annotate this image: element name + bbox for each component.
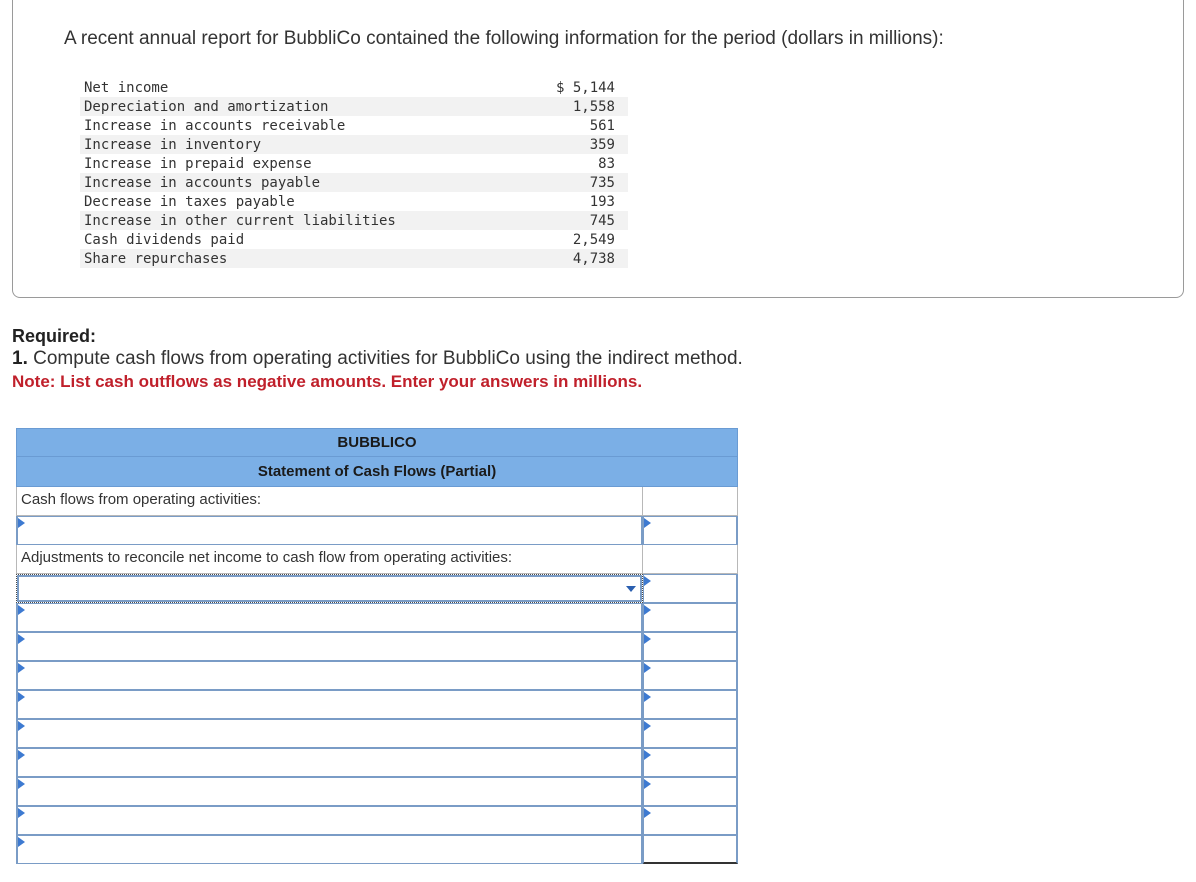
item-value: 193 <box>589 193 615 210</box>
chevron-down-icon[interactable] <box>626 586 636 592</box>
item-label: Decrease in taxes payable <box>84 193 295 210</box>
instruction-text: Compute cash flows from operating activities for BubbliCo using the indirect method. <box>27 348 743 369</box>
item-value: 4,738 <box>572 250 615 267</box>
input-marker-icon <box>644 518 651 528</box>
input-marker-icon <box>18 750 25 760</box>
report-data-table <box>80 78 628 268</box>
amount-input[interactable] <box>643 574 738 603</box>
table-row <box>16 661 738 690</box>
amount-input[interactable] <box>643 719 738 748</box>
adjustments-label: Adjustments to reconcile net income to cash flow from operating activities: <box>16 545 643 574</box>
input-marker-icon <box>644 779 651 789</box>
input-marker-icon <box>644 808 651 818</box>
input-marker-icon <box>18 518 25 528</box>
table-row <box>80 249 628 268</box>
table-row <box>16 545 738 574</box>
input-marker-icon <box>18 663 25 673</box>
input-marker-icon <box>644 576 651 586</box>
table-row <box>16 748 738 777</box>
table-row <box>80 192 628 211</box>
table-row <box>16 632 738 661</box>
line-item-input[interactable] <box>16 719 643 748</box>
table-row <box>80 97 628 116</box>
table-row <box>16 516 738 545</box>
item-label: Cash dividends paid <box>84 231 245 248</box>
input-marker-icon <box>644 634 651 644</box>
line-item-input[interactable] <box>16 777 643 806</box>
required-heading: Required: <box>12 326 97 346</box>
table-row <box>80 78 628 97</box>
table-row <box>16 719 738 748</box>
item-value: 561 <box>589 117 615 134</box>
line-item-dropdown[interactable] <box>16 574 643 603</box>
input-marker-icon <box>18 692 25 702</box>
input-marker-icon <box>18 779 25 789</box>
table-row <box>16 487 738 516</box>
line-item-input[interactable] <box>16 835 643 864</box>
instruction-number: 1. <box>12 348 28 369</box>
amount-input[interactable] <box>643 632 738 661</box>
cash-flow-statement <box>16 428 738 864</box>
amount-input[interactable] <box>643 748 738 777</box>
input-marker-icon <box>18 808 25 818</box>
item-value: 1,558 <box>572 98 615 115</box>
input-marker-icon <box>644 721 651 731</box>
table-row <box>80 211 628 230</box>
input-marker-icon <box>18 634 25 644</box>
amount-input[interactable] <box>643 516 738 545</box>
table-row <box>80 116 628 135</box>
table-row <box>16 835 738 864</box>
item-label: Increase in accounts payable <box>84 174 321 191</box>
item-label: Increase in prepaid expense <box>84 155 312 172</box>
item-value: 359 <box>589 136 615 153</box>
table-row <box>80 154 628 173</box>
empty-cell <box>643 487 738 516</box>
amount-input[interactable] <box>643 603 738 632</box>
input-marker-icon <box>18 721 25 731</box>
total-amount-cell <box>643 835 738 864</box>
line-item-input[interactable] <box>16 806 643 835</box>
company-name: BUBBLICO <box>16 428 738 457</box>
item-label: Increase in accounts receivable <box>84 117 346 134</box>
amount-input[interactable] <box>643 777 738 806</box>
table-row <box>16 574 738 603</box>
line-item-input[interactable] <box>16 516 643 545</box>
table-row <box>16 806 738 835</box>
item-value: 83 <box>598 155 615 172</box>
table-row <box>80 173 628 192</box>
empty-cell <box>643 545 738 574</box>
item-label: Depreciation and amortization <box>84 98 329 115</box>
line-item-input[interactable] <box>16 603 643 632</box>
line-item-input[interactable] <box>16 632 643 661</box>
line-item-input[interactable] <box>16 661 643 690</box>
item-value: $ 5,144 <box>555 79 615 96</box>
table-row <box>80 135 628 154</box>
required-note: Note: List cash outflows as negative amounts. Enter your answers in millions. <box>12 372 643 391</box>
input-marker-icon <box>18 837 25 847</box>
table-row <box>80 230 628 249</box>
item-label: Net income <box>84 79 169 96</box>
line-item-input[interactable] <box>16 748 643 777</box>
table-row <box>16 690 738 719</box>
item-value: 745 <box>589 212 615 229</box>
item-label: Increase in other current liabilities <box>84 212 396 229</box>
statement-title: Statement of Cash Flows (Partial) <box>16 457 738 487</box>
input-marker-icon <box>644 692 651 702</box>
item-label: Increase in inventory <box>84 136 262 153</box>
amount-input[interactable] <box>643 806 738 835</box>
item-value: 2,549 <box>572 231 615 248</box>
input-marker-icon <box>644 605 651 615</box>
input-marker-icon <box>644 750 651 760</box>
table-row <box>16 777 738 806</box>
input-marker-icon <box>644 663 651 673</box>
amount-input[interactable] <box>643 661 738 690</box>
item-label: Share repurchases <box>84 250 228 267</box>
line-item-input[interactable] <box>16 690 643 719</box>
amount-input[interactable] <box>643 690 738 719</box>
item-value: 735 <box>589 174 615 191</box>
input-marker-icon <box>18 605 25 615</box>
table-row <box>16 603 738 632</box>
required-instruction <box>12 348 743 370</box>
intro-text: A recent annual report for BubbliCo contained the following information for the period (dollars in millions): <box>64 28 944 49</box>
section-label: Cash flows from operating activities: <box>16 487 643 516</box>
